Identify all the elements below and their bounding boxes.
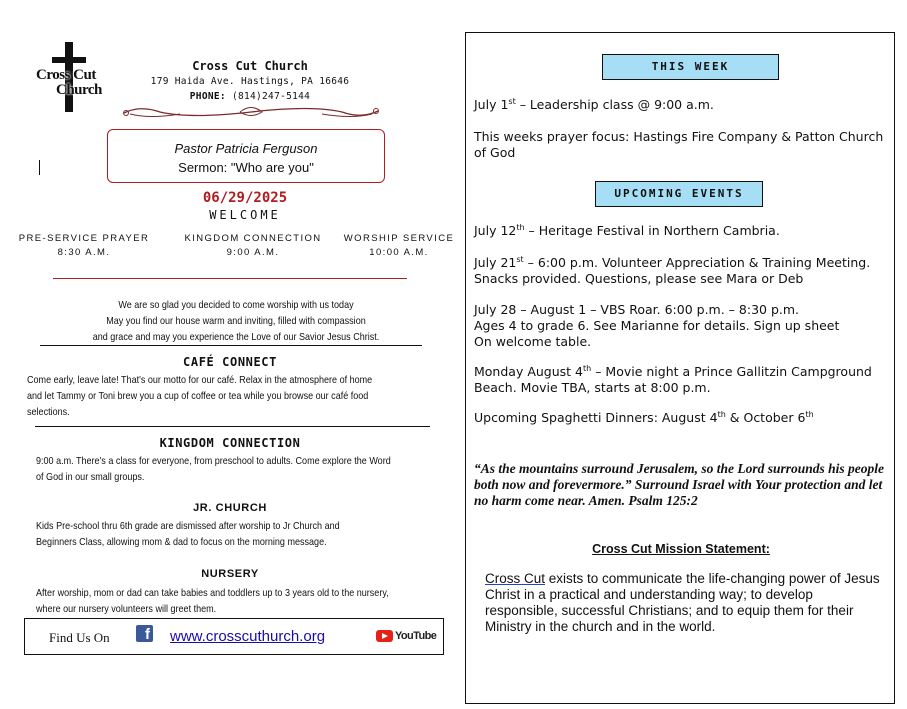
nursery-body: [36, 585, 440, 617]
kingdom-connection-title: KINGDOM CONNECTION: [159, 436, 301, 450]
upcoming-events-banner: UPCOMING EVENTS: [595, 181, 763, 207]
item-text: & October 6: [725, 410, 806, 425]
ordinal-suffix: st: [508, 96, 516, 106]
event-item: [474, 410, 892, 426]
mission-title: Cross Cut Mission Statement:: [592, 542, 770, 556]
youtube-link[interactable]: [376, 629, 436, 643]
service-name: PRE-SERVICE PRAYER: [18, 233, 150, 244]
jr-church-body: [36, 518, 436, 550]
mission-statement: [485, 571, 885, 635]
this-week-banner: THIS WEEK: [602, 54, 779, 80]
jr-church-line: Kids Pre-school thru 6th grade are dismissed after worship to Jr Church and: [36, 520, 340, 532]
item-text: – 6:00 p.m. Volunteer Appreciation & Training Meeting. Snacks provided. Questions, please see Mara or Deb: [474, 255, 871, 286]
phone-value: (814)247-5144: [231, 91, 311, 102]
kingdom-line: 9:00 a.m. There's a class for everyone, from preschool to adults. Come explore the Word: [36, 455, 391, 467]
welcome-line: We are so glad you decided to come worship with us today: [118, 299, 354, 311]
logo-text-line2: Church: [56, 82, 102, 98]
website-link[interactable]: www.crosscuthurch.org: [170, 628, 326, 645]
cafe-line: and let Tammy or Toni brew you a cup of coffee or tea while you browse our café food: [27, 390, 369, 402]
ordinal-suffix: th: [717, 409, 726, 419]
ordinal-suffix: th: [516, 222, 525, 232]
event-line: July 28 – August 1 – VBS Roar. 6:00 p.m. – 8:30 p.m.: [474, 302, 800, 317]
mission-church-name: Cross Cut: [485, 571, 546, 586]
event-line: Ages 4 to grade 6. See Marianne for details. Sign up sheet: [474, 318, 840, 333]
facebook-icon[interactable]: f: [136, 625, 153, 642]
service-worship: [340, 232, 458, 260]
find-us-box: [24, 618, 444, 655]
service-kingdom-connection: [178, 232, 328, 260]
event-line: On welcome table.: [474, 334, 592, 349]
item-text: July 12: [474, 223, 517, 238]
event-item: [474, 223, 892, 239]
find-us-label: Find Us On: [49, 630, 110, 645]
service-name: KINGDOM CONNECTION: [184, 233, 322, 244]
red-divider: [53, 278, 407, 279]
ordinal-suffix: st: [516, 254, 524, 264]
event-item: [474, 364, 892, 396]
this-week-item: [474, 97, 892, 113]
item-text: July 1: [474, 97, 509, 112]
pastor-box: [107, 129, 385, 183]
item-text: July 21: [474, 255, 517, 270]
service-time: 10:00 A.M.: [369, 247, 429, 258]
logo-text-line1: Cross Cut: [36, 67, 96, 83]
prayer-focus: This weeks prayer focus: Hastings Fire Company & Patton Church of God: [474, 129, 884, 160]
pastor-name: Pastor Patricia Ferguson: [174, 141, 318, 156]
church-address: 179 Haida Ave. Hastings, PA 16646: [150, 76, 350, 87]
mission-text: exists to communicate the life-changing power of Jesus Christ in a practical and understanding way; to develop responsible, successful Christians; and to equip them for their Ministry in the church and in the world.: [485, 571, 880, 634]
cafe-line: selections.: [27, 406, 70, 418]
bulletin-date: 06/29/2025: [202, 190, 288, 206]
flourish-divider-icon: [120, 103, 382, 121]
kingdom-line: of God in our small groups.: [36, 471, 145, 483]
divider: [35, 426, 430, 427]
item-text: Upcoming Spaghetti Dinners: August 4: [474, 410, 718, 425]
item-text: Monday August 4: [474, 364, 583, 379]
item-text: – Leadership class @ 9:00 a.m.: [515, 97, 714, 112]
item-text: – Movie night a Prince Gallitzin Campground Beach. Movie TBA, starts at 8:00 p.m.: [474, 364, 872, 395]
welcome-heading: WELCOME: [209, 208, 281, 222]
service-name: WORSHIP SERVICE: [343, 233, 455, 244]
church-logo: [34, 42, 106, 114]
event-item: [474, 255, 892, 287]
cafe-title: CAFÉ CONNECT: [183, 355, 277, 369]
sermon-title: Sermon: "Who are you": [178, 160, 314, 175]
cross-icon-bar: [52, 57, 86, 63]
cafe-body: [27, 372, 427, 420]
jr-church-title: JR. CHURCH: [193, 502, 267, 514]
church-phone: [140, 91, 360, 102]
ordinal-suffix: th: [583, 363, 592, 373]
divider: [40, 345, 422, 346]
jr-church-line: Beginners Class, allowing mom & dad to focus on the morning message.: [36, 536, 327, 548]
service-pre-service-prayer: [14, 232, 154, 260]
scripture-verse: “As the mountains surround Jerusalem, so the Lord surrounds his people both now and forevermore.” Surround Israel with Your protection and let no harm come near. Amen. Psalm 125:2: [474, 461, 884, 508]
right-panel: [465, 32, 895, 704]
church-name: Cross Cut Church: [192, 59, 308, 73]
item-text: – Heritage Festival in Northern Cambria.: [524, 223, 780, 238]
welcome-line: and grace and may you experience the Love of our Savior Jesus Christ.: [92, 331, 380, 343]
cafe-line: Come early, leave late! That's our motto for our café. Relax in the atmosphere of home: [27, 374, 373, 386]
text-cursor: [39, 160, 40, 175]
nursery-line: After worship, mom or dad can take babies and toddlers up to 3 years old to the nursery,: [36, 587, 389, 599]
ordinal-suffix: th: [805, 409, 814, 419]
nursery-title: NURSERY: [201, 568, 259, 580]
kingdom-connection-body: [36, 453, 436, 485]
welcome-line: May you find our house warm and inviting, filled with compassion: [106, 315, 366, 327]
phone-label: PHONE:: [189, 91, 226, 102]
youtube-icon: [376, 630, 393, 642]
youtube-label: YouTube: [395, 630, 437, 642]
welcome-message: [67, 297, 404, 345]
nursery-line: where our nursery volunteers will greet them.: [36, 603, 217, 615]
event-item: [474, 302, 892, 350]
service-time: 9:00 A.M.: [226, 247, 280, 258]
service-time: 8:30 A.M.: [57, 247, 111, 258]
